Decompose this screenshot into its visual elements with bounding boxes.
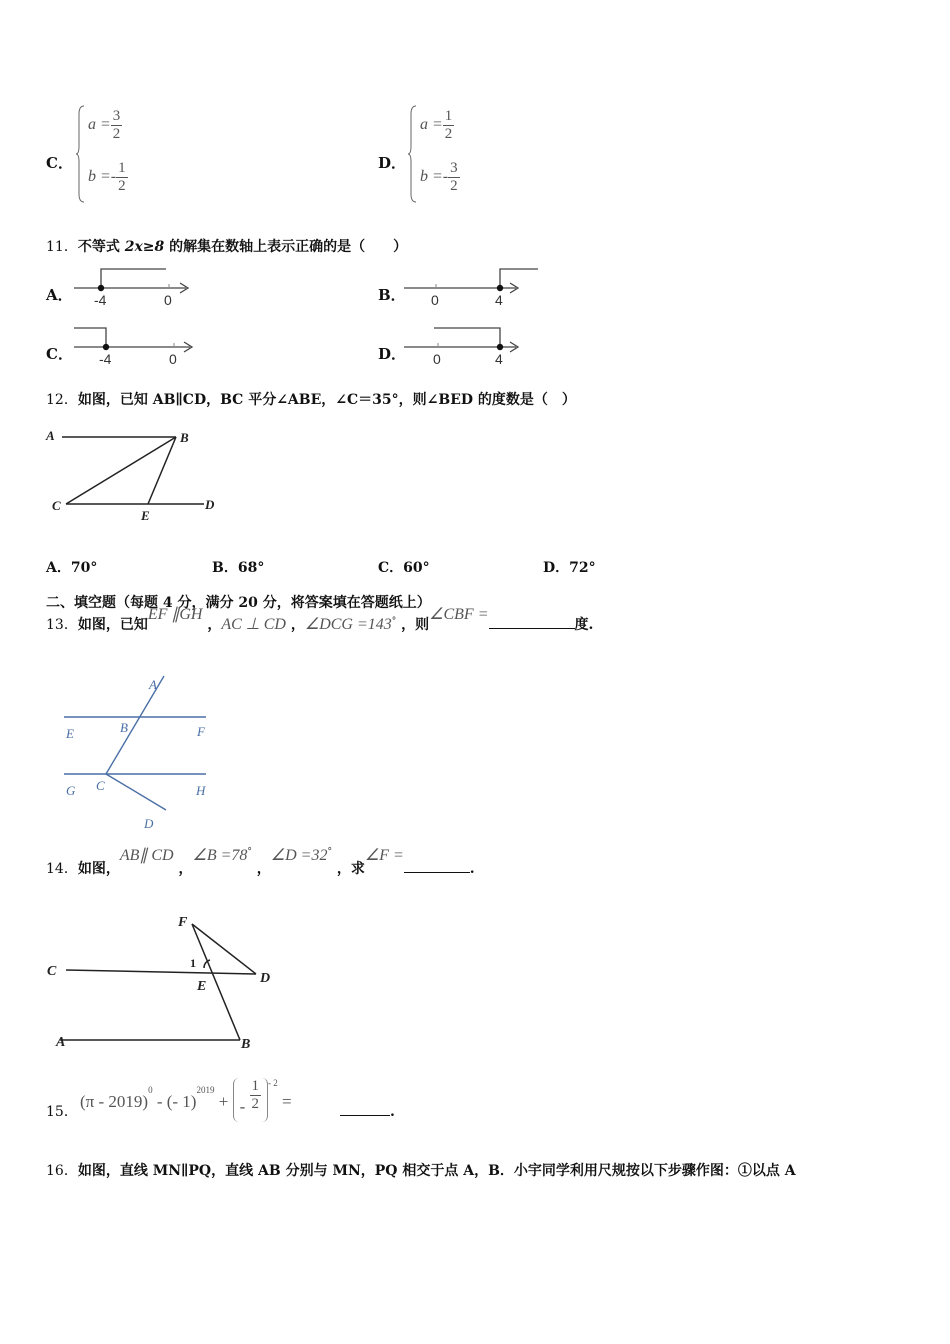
q12-figure — [44, 424, 234, 524]
option-c-label: C． — [46, 154, 73, 172]
point-label: F — [197, 724, 205, 739]
option-d-eq-b: b =- $\frac{3}{2}$ — [420, 160, 458, 194]
point-label: C — [96, 778, 105, 793]
point-label: C — [52, 498, 61, 513]
point-label: G — [66, 783, 76, 798]
point-label: A — [56, 1035, 66, 1050]
q11-option-a-label: A． — [46, 286, 73, 304]
point-label: E — [66, 726, 74, 741]
number-line-a — [72, 264, 202, 309]
point-label: H — [196, 783, 206, 798]
tick-label: 0 — [431, 292, 439, 308]
point-label: A — [149, 677, 157, 692]
question-13: 13．如图，已知EF ∥GH ，AC ⊥ CD ，∠DCG =143° ，则∠CBF =度. — [46, 606, 594, 633]
q15-answer-blank[interactable]: . — [340, 1101, 395, 1120]
question-11: 11．不等式 2x≥8 的解集在数轴上表示正确的是（ ） — [46, 239, 408, 255]
point-label: B — [180, 430, 189, 445]
point-label: F — [178, 915, 188, 930]
q13-figure — [58, 672, 228, 837]
tick-label: 0 — [164, 292, 172, 308]
q14-figure — [44, 908, 284, 1058]
number-line-c — [72, 323, 202, 368]
tick-label: 0 — [433, 351, 441, 367]
option-d-eq-a: a = $\frac{1}{2}$ — [420, 108, 453, 142]
q12-option-b: B．68° — [212, 560, 265, 576]
point-label: C — [47, 964, 57, 979]
question-14: 14．如图，AB∥ CD ，∠B =78° ，∠D =32° ，求∠F =. — [46, 847, 475, 877]
question-15-expression: (π - 2019)0 - (- 1)2019 + - $\frac{1}{2}$ $^{- 2}$ = — [80, 1078, 292, 1128]
point-label: A — [46, 428, 55, 443]
q12-option-c: C．60° — [378, 560, 430, 576]
point-label: D — [205, 497, 215, 512]
option-c-eq-b: b =- $\frac{1}{2}$ — [88, 160, 126, 194]
brace-icon — [76, 104, 86, 204]
point-label: B — [120, 720, 128, 735]
point-label: D — [260, 971, 271, 986]
q11-option-b-label: B． — [378, 286, 406, 304]
point-label: B — [241, 1037, 251, 1052]
point-label: E — [141, 508, 150, 523]
section-heading: 二、填空题（每题 4 分，满分 20 分，将答案填在答题纸上） — [46, 595, 431, 611]
q11-option-c-label: C． — [46, 345, 73, 363]
brace-icon — [408, 104, 418, 204]
q12-option-a: A．70° — [46, 560, 98, 576]
option-d-label: D． — [378, 154, 407, 172]
number-line-b — [402, 264, 547, 309]
tick-label: -4 — [99, 351, 112, 367]
question-15-number: 15． — [46, 1104, 78, 1120]
tick-label: 0 — [169, 351, 177, 367]
q11-option-d-label: D． — [378, 345, 407, 363]
angle-label: 1 — [190, 956, 196, 970]
question-16: 16．如图，直线 MN∥PQ，直线 AB 分别与 MN，PQ 相交于点 A，B．小宇同学利用尺规按以下步骤作图：①以点 A — [46, 1163, 796, 1179]
number-line-d — [402, 323, 532, 368]
question-12: 12．如图，已知 AB∥CD，BC 平分∠ABE，∠C＝35°，则∠BED 的度数是（ ） — [46, 392, 576, 408]
tick-label: 4 — [495, 292, 503, 308]
point-label: E — [197, 979, 207, 994]
point-label: D — [144, 816, 154, 831]
option-c-eq-a: a = $\frac{3}{2}$ — [88, 108, 121, 142]
tick-label: 4 — [495, 351, 503, 367]
q12-option-d: D．72° — [543, 560, 596, 576]
tick-label: -4 — [94, 292, 107, 308]
